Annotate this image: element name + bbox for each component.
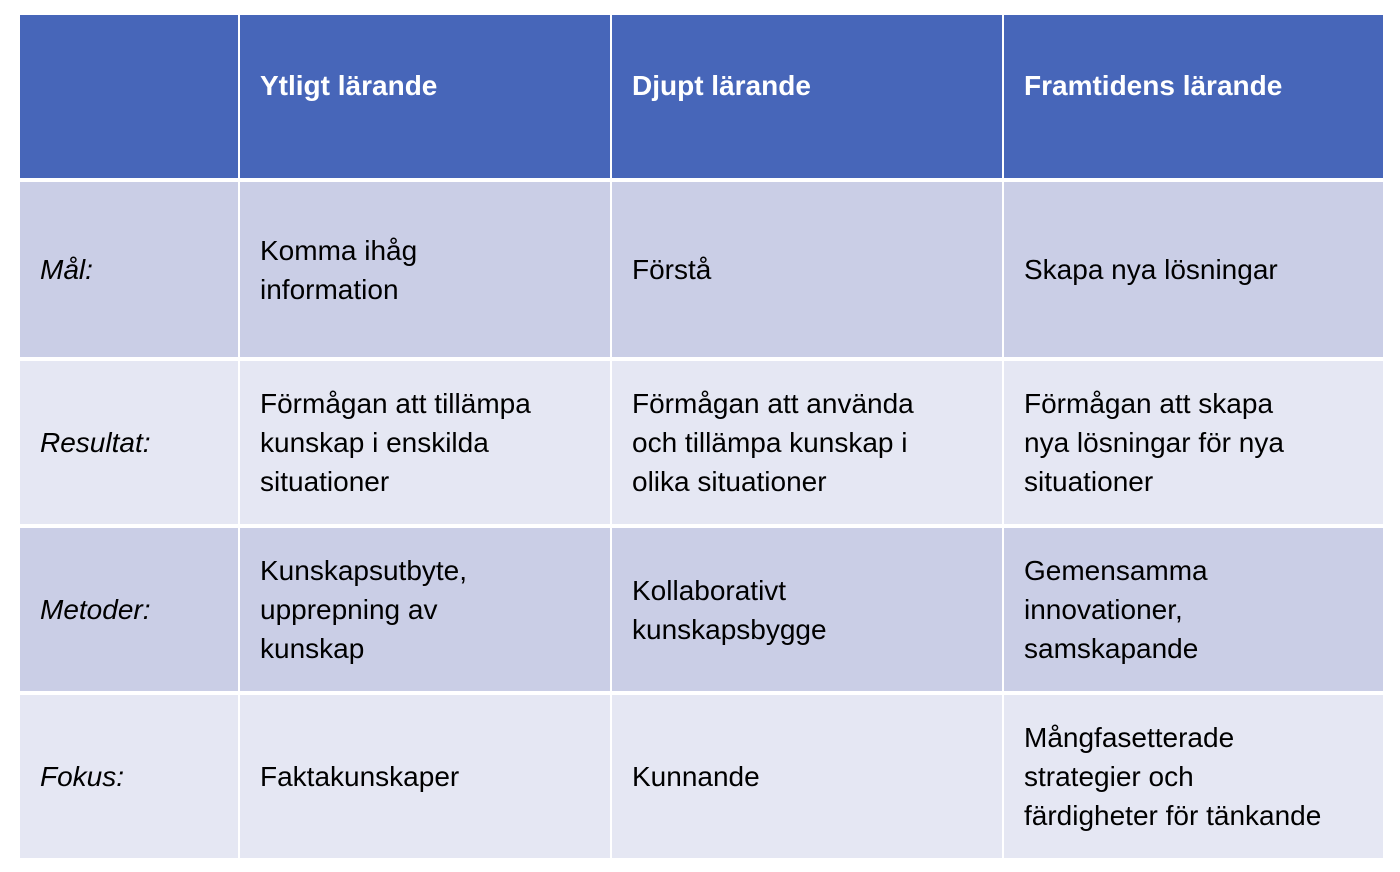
- table-cell: [1004, 182, 1383, 357]
- cell-text: Mångfasetterade strategier och färdigheter för tänkande: [1024, 722, 1322, 831]
- table-cell: [240, 528, 610, 691]
- header-label: Ytligt lärande: [260, 70, 438, 101]
- row-label-text: Metoder:: [40, 594, 151, 625]
- header-djupt-larande: [612, 15, 1002, 178]
- table-cell: [612, 182, 1002, 357]
- table-cell: [240, 695, 610, 858]
- header-framtidens-larande: [1004, 15, 1383, 178]
- table-cell: [612, 695, 1002, 858]
- row-label-text: Fokus:: [40, 761, 125, 792]
- table-cell: [240, 361, 610, 524]
- table-cell: [612, 528, 1002, 691]
- header-label: Djupt lärande: [632, 70, 811, 101]
- header-ytligt-larande: [240, 15, 610, 178]
- cell-text: Faktakunskaper: [260, 761, 460, 792]
- table-cell: [1004, 528, 1383, 691]
- cell-text: Gemensamma innovationer, samskapande: [1024, 555, 1208, 664]
- header-label: Framtidens lärande: [1024, 70, 1283, 101]
- learning-comparison-table: [20, 15, 1383, 858]
- cell-text: Kunskapsutbyte, upprepning av kunskap: [260, 555, 468, 664]
- row-label-text: Resultat:: [40, 427, 151, 458]
- cell-text: Förmågan att skapa nya lösningar för nya situationer: [1024, 388, 1284, 497]
- row-label-text: Mål:: [40, 254, 93, 285]
- row-label: [20, 182, 238, 357]
- cell-text: Kunnande: [632, 761, 760, 792]
- cell-text: Skapa nya lösningar: [1024, 254, 1278, 285]
- row-label: [20, 695, 238, 858]
- header-corner-cell: [20, 15, 238, 178]
- cell-text: Komma ihåg information: [260, 234, 418, 305]
- row-label: [20, 361, 238, 524]
- cell-text: Förmågan att använda och tillämpa kunskap i olika situationer: [632, 388, 914, 497]
- cell-text: Förmågan att tillämpa kunskap i enskilda situationer: [260, 388, 531, 497]
- table-cell: [1004, 695, 1383, 858]
- table-cell: [240, 182, 610, 357]
- cell-text: Kollaborativt kunskapsbygge: [632, 574, 827, 645]
- table-cell: [612, 361, 1002, 524]
- cell-text: Förstå: [632, 254, 712, 285]
- table-cell: [1004, 361, 1383, 524]
- row-label: [20, 528, 238, 691]
